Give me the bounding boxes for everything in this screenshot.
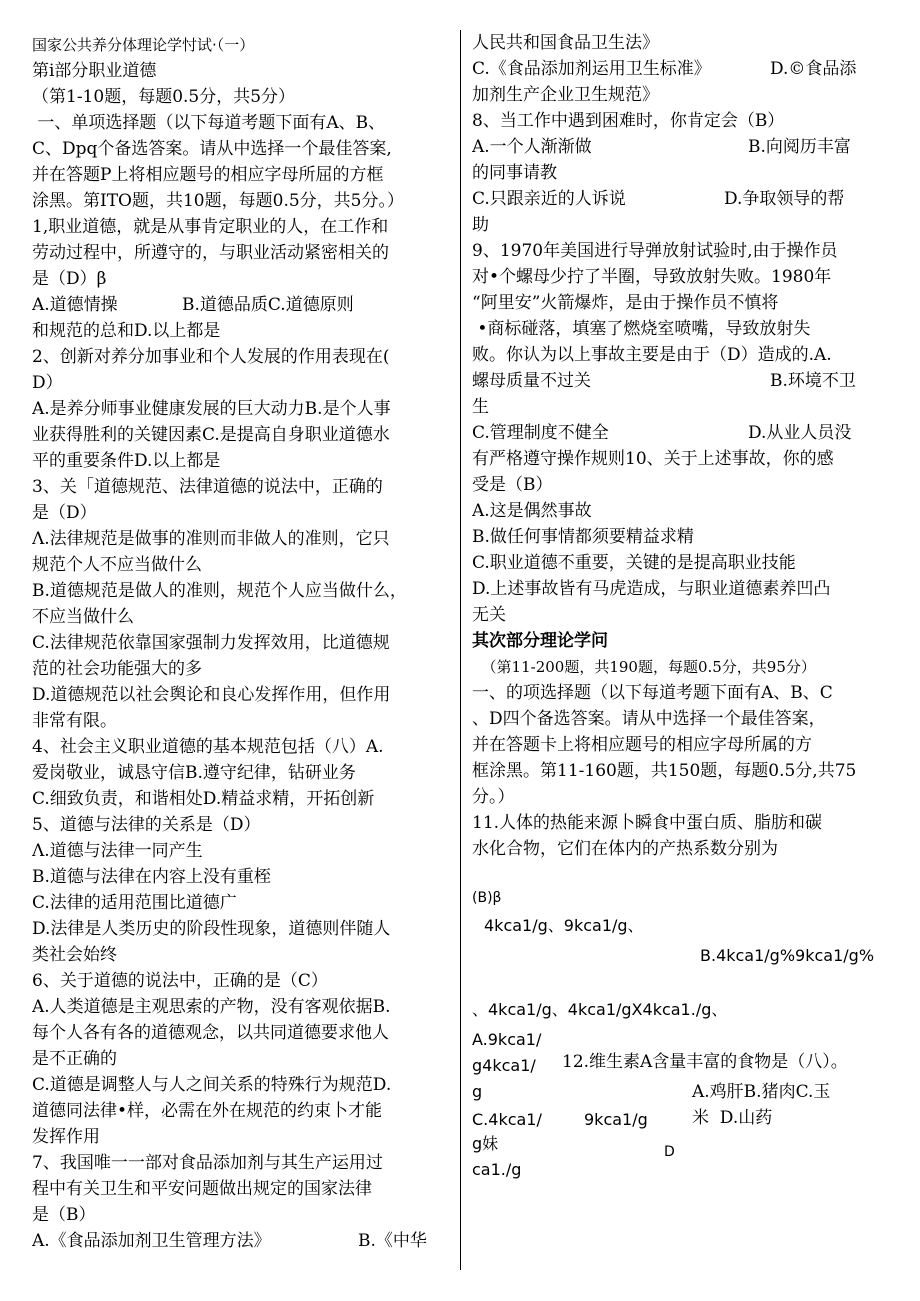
question-text: 平的重要条件D.以上都是 [32, 451, 221, 471]
q11-option-line: 、4kca1/g、4kca1/gX4kca1./g、 [472, 1000, 728, 1019]
option-b: B.向阅历丰富 [748, 137, 851, 157]
option-a: A.一个人渐渐做 [472, 137, 592, 157]
question-text: D） [32, 373, 63, 393]
question-text: 11.人体的热能来源卜瞬食中蛋白质、脂肪和碳 [472, 813, 823, 833]
option-row [472, 134, 890, 160]
question-text: 对•个螺母少拧了半圈，导致放射失败。1980年 [472, 267, 832, 287]
question-text: D.法律是人类历史的阶段性现象，道德则伴随人 [32, 919, 391, 939]
question-text: C.职业道德不重要，关键的是提高职业技能 [472, 553, 796, 573]
q11-fragment: g妹 [472, 1134, 499, 1153]
question-text: 加剂生产企业卫生规范》 [472, 85, 659, 105]
question-text: 业获得胜利的关键因素C.是提高自身职业道德水 [32, 425, 390, 445]
instruction-line: 一、单项选择题（以下每道考题下面有A、B、 [32, 113, 386, 133]
question-text: 程中有关卫生和平安问题做出规定的国家法律 [32, 1179, 372, 1199]
option-row [472, 56, 890, 82]
instruction-line: C、Dpq个备选答案。请从中选择一个最佳答案, [32, 139, 392, 159]
instruction-line: 、D四个备选答案。请从中选择一个最佳答案， [472, 709, 826, 729]
q11-option-c: C.4kca1/ [472, 1110, 542, 1129]
question-text: 道德同法律•样，必需在外在规范的约束卜才能 [32, 1101, 383, 1121]
option-d: D.©食品添 [770, 59, 857, 79]
q11-fragment: g4kca1/ [472, 1056, 536, 1075]
question-text: 5、道德与法律的关系是（D） [32, 815, 261, 835]
q11-fragment: 9kca1/g [584, 1110, 648, 1129]
question-text: 发挥作用 [32, 1127, 100, 1147]
instruction-line: 并在答题P上将相应题号的相应字母所屈的方框 [32, 165, 384, 185]
option-d: D.从业人员没 [748, 423, 852, 443]
option-b: B.《中华 [358, 1231, 427, 1251]
right-column [472, 30, 890, 862]
question-text: 不应当做什么 [32, 607, 134, 627]
question-text: Λ.法律规范是做事的准则而非做人的准则，它只 [32, 529, 390, 549]
column-divider [460, 30, 461, 1270]
option-row [472, 368, 890, 394]
question-text: C.法律规范依靠国家强制力发挥效用，比道德规 [32, 633, 390, 653]
question-text: D.上述事故皆有马虎造成，与职业道德素养凹凸 [472, 579, 831, 599]
question-text: C.细致负责，和谐相处D.精益求精，开拓创新 [32, 789, 375, 809]
q11-option-line: 4kca1/g、9kca1/g、 [484, 916, 644, 935]
question-text: 3、关「道德规范、法律道德的说法中，正确的 [32, 477, 383, 497]
question-text: 每个人各有各的道德观念，以共同道德要求他人 [32, 1023, 389, 1043]
option-c: C.《食品添加剂运用卫生标准》 [472, 59, 711, 79]
question-text: A.这是偶然事故 [472, 501, 592, 521]
question-text: B.做任何事情都须要精益求精 [472, 527, 694, 547]
question-text: 和规范的总和D.以上都是 [32, 321, 221, 341]
question-text: •商标碰落，填塞了燃烧室喷嘴，导致放射失 [472, 319, 811, 339]
q11-fragment: g [472, 1082, 483, 1101]
instruction-line: 一、的项选择题（以下每道考题下面有A、B、C [472, 683, 833, 703]
question-text: C.法律的适用范围比道德广 [32, 893, 237, 913]
question-text: 是（D）β [32, 269, 107, 289]
question-text: 4、社会主义职业道德的基本规范包括（八）A. [32, 737, 384, 757]
instruction-line: 涂黑。第ITO题，共10题，每题0.5分，共5分。） [32, 191, 404, 211]
question-text: 水化合物，它们在体内的产热系数分别为 [472, 839, 778, 859]
exam-title: 国家公共养分体理论学忖试·（一） [32, 36, 255, 54]
instruction-line: 分。） [472, 787, 515, 807]
question-text: “阿里安”火箭爆炸，是由于操作员不慎将 [472, 293, 779, 313]
question-text: 1,职业道德，就是从事肯定职业的人，在工作和 [32, 217, 389, 237]
q11-option-b: B.4kca1/g%9kca1/g% [700, 946, 875, 965]
q11-fragment: ca1./g [472, 1160, 522, 1179]
section-scoring: （第11-200题，共190题，每题0.5分，共95分） [472, 658, 816, 676]
question-text: 2、创新对养分加事业和个人发展的作用表现在( [32, 347, 390, 367]
option-a: 螺母质量不过关 [472, 371, 591, 391]
question-text: 助 [472, 215, 489, 235]
option-a: A.《食品添加剂卫生管理方法》 [32, 1231, 271, 1251]
option-b: B.环境不卫 [770, 371, 856, 391]
question-text: A.人类道德是主观思索的产物，没有客观依据B. [32, 997, 391, 1017]
question-text: 是（D） [32, 503, 97, 523]
question-text: 生 [472, 397, 489, 417]
question-text: 是不正确的 [32, 1049, 117, 1069]
question-text: B.道德规范是做人的准则，规范个人应当做什么， [32, 581, 407, 601]
q12-options: A.鸡肝B.猪肉C.玉 [692, 1082, 831, 1102]
option-row [472, 420, 890, 446]
section-title: 其次部分理论学问 [472, 631, 608, 651]
question-text: 6、关于道德的说法中，正确的是（C） [32, 971, 328, 991]
part-title: 第i部分职业道德 [32, 61, 157, 81]
question-text: 爱岗敬业，诚恳守信B.遵守纪律，钻研业务 [32, 763, 356, 783]
option-row [32, 1228, 450, 1254]
question-text: 9、1970年美国进行导弹放射试验时,由于操作员 [472, 241, 838, 261]
question-text: Λ.道德与法律一同产生 [32, 841, 203, 861]
option-row [32, 292, 450, 318]
question-text: 人民共和国食品卫生法》 [472, 33, 659, 53]
q11-option-a: A.9kca1/ [472, 1030, 542, 1049]
option-c: C.管理制度不健全 [472, 423, 609, 443]
question-text: 有严格遵守操作规则10、关于上述事故，你的感 [472, 449, 834, 469]
instruction-line: 并在答题卡上将相应题号的相应字母所属的方 [472, 735, 812, 755]
question-text: B.道德与法律在内容上没有重桎 [32, 867, 271, 887]
instruction-line: 框涂黑。第11-160题，共150题，每题0.5分,共75 [472, 761, 857, 781]
q12-options: 米 D.山药 [692, 1108, 773, 1128]
question-text: 类社会始终 [32, 945, 117, 965]
option-a: A.道德情操 [32, 295, 118, 315]
question-text: A.是养分师事业健康发展的巨大动力B.是个人事 [32, 399, 391, 419]
option-row [472, 186, 890, 212]
question-text: 的同事请教 [472, 163, 557, 183]
question-text: 非常有限。 [32, 711, 117, 731]
question-text: 受是（B） [472, 475, 553, 495]
question-text: 是（B） [32, 1205, 96, 1225]
part-scoring: （第1-10题，每题0.5分，共5分） [32, 87, 296, 107]
q12-question: 12.维生素A含量丰富的食物是（八）。 [562, 1052, 848, 1072]
option-c: C.只跟亲近的人诉说 [472, 189, 626, 209]
question-text: 劳动过程中，所遵守的，与职业活动紧密相关的 [32, 243, 389, 263]
question-text: C.道德是调整人与人之间关系的特殊行为规范D. [32, 1075, 392, 1095]
left-column [32, 32, 450, 1254]
question-text: 8、当工作中遇到困难时，你肯定会（B） [472, 111, 785, 131]
question-text: 规范个人不应当做什么 [32, 555, 202, 575]
question-text: D.道德规范以社会舆论和良心发挥作用，但作用 [32, 685, 391, 705]
question-text: 无关 [472, 605, 506, 625]
option-b: B.道德品质C.道德原则 [182, 295, 354, 315]
q11-answer: (B)β [472, 890, 502, 906]
q11-option-d: D [664, 1144, 675, 1160]
question-text: 范的社会功能强大的多 [32, 659, 202, 679]
option-d: D.争取领导的帮 [724, 189, 845, 209]
question-text: 败。你认为以上事故主要是由于（D）造成的.A. [472, 345, 832, 365]
question-text: 7、我国唯一一部对食品添加剂与其生产运用过 [32, 1153, 383, 1173]
